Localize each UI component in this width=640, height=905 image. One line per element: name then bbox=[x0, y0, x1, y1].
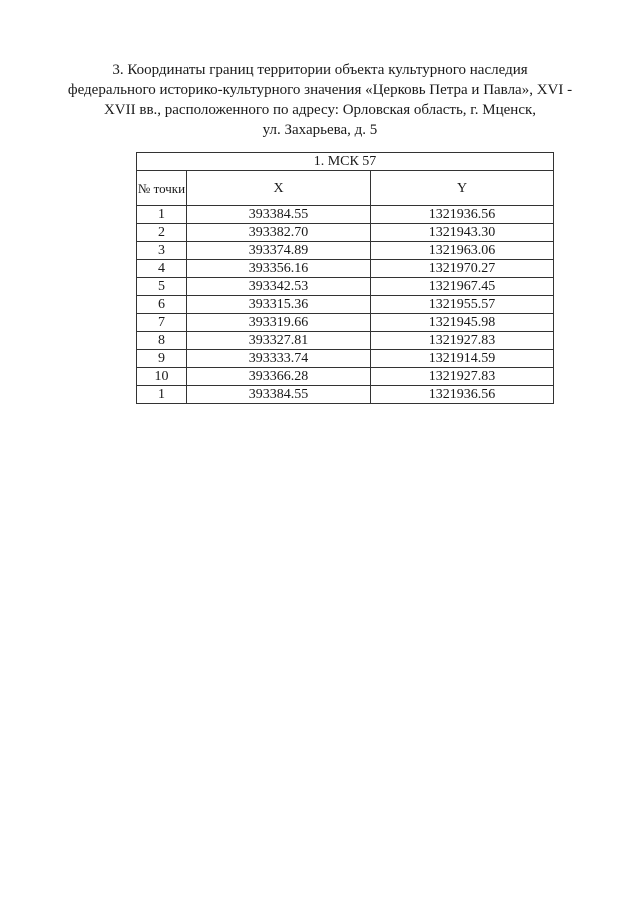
table-row bbox=[137, 368, 554, 386]
coord-x: 393384.55 bbox=[187, 206, 371, 224]
coord-x: 393319.66 bbox=[187, 314, 371, 332]
coord-y: 1321927.83 bbox=[371, 332, 554, 350]
table-title: 1. МСК 57 bbox=[137, 153, 554, 171]
column-header-x: X bbox=[187, 171, 371, 206]
heading-line: 3. Координаты границ территории объекта культурного наследия bbox=[112, 62, 528, 78]
table-row bbox=[137, 314, 554, 332]
table-row bbox=[137, 206, 554, 224]
point-number: 6 bbox=[137, 296, 187, 314]
column-header-y: Y bbox=[371, 171, 554, 206]
coord-x: 393356.16 bbox=[187, 260, 371, 278]
point-number: 7 bbox=[137, 314, 187, 332]
table-row bbox=[137, 350, 554, 368]
table-row bbox=[137, 260, 554, 278]
table-row bbox=[137, 332, 554, 350]
table-row bbox=[137, 242, 554, 260]
coord-y: 1321945.98 bbox=[371, 314, 554, 332]
heading-line: ул. Захарьева, д. 5 bbox=[262, 122, 378, 138]
point-number: 10 bbox=[137, 368, 187, 386]
coord-x: 393382.70 bbox=[187, 224, 371, 242]
column-header-number: № точки bbox=[137, 171, 187, 206]
table-title-row bbox=[137, 153, 554, 171]
coord-x: 393366.28 bbox=[187, 368, 371, 386]
coord-y: 1321927.83 bbox=[371, 368, 554, 386]
point-number: 1 bbox=[137, 386, 187, 404]
table-header-row bbox=[137, 171, 554, 206]
coord-y: 1321936.56 bbox=[371, 386, 554, 404]
coord-x: 393374.89 bbox=[187, 242, 371, 260]
coord-x: 393384.55 bbox=[187, 386, 371, 404]
coord-y: 1321914.59 bbox=[371, 350, 554, 368]
point-number: 5 bbox=[137, 278, 187, 296]
coord-x: 393315.36 bbox=[187, 296, 371, 314]
point-number: 1 bbox=[137, 206, 187, 224]
coord-x: 393333.74 bbox=[187, 350, 371, 368]
coord-x: 393342.53 bbox=[187, 278, 371, 296]
table-row bbox=[137, 224, 554, 242]
point-number: 3 bbox=[137, 242, 187, 260]
table-row bbox=[137, 386, 554, 404]
coord-y: 1321967.45 bbox=[371, 278, 554, 296]
point-number: 8 bbox=[137, 332, 187, 350]
table-body bbox=[137, 206, 554, 404]
coord-y: 1321943.30 bbox=[371, 224, 554, 242]
point-number: 9 bbox=[137, 350, 187, 368]
heading-line: XVII вв., расположенного по адресу: Орловская область, г. Мценск, bbox=[103, 102, 537, 118]
coord-y: 1321963.06 bbox=[371, 242, 554, 260]
coord-y: 1321955.57 bbox=[371, 296, 554, 314]
point-number: 4 bbox=[137, 260, 187, 278]
heading-line: федерального историко-культурного значения «Церковь Петра и Павла», XVI - bbox=[67, 82, 573, 98]
document-heading bbox=[40, 60, 600, 140]
table-row bbox=[137, 296, 554, 314]
coordinates-table bbox=[136, 152, 554, 404]
coord-y: 1321936.56 bbox=[371, 206, 554, 224]
table-row bbox=[137, 278, 554, 296]
coord-x: 393327.81 bbox=[187, 332, 371, 350]
point-number: 2 bbox=[137, 224, 187, 242]
coord-y: 1321970.27 bbox=[371, 260, 554, 278]
